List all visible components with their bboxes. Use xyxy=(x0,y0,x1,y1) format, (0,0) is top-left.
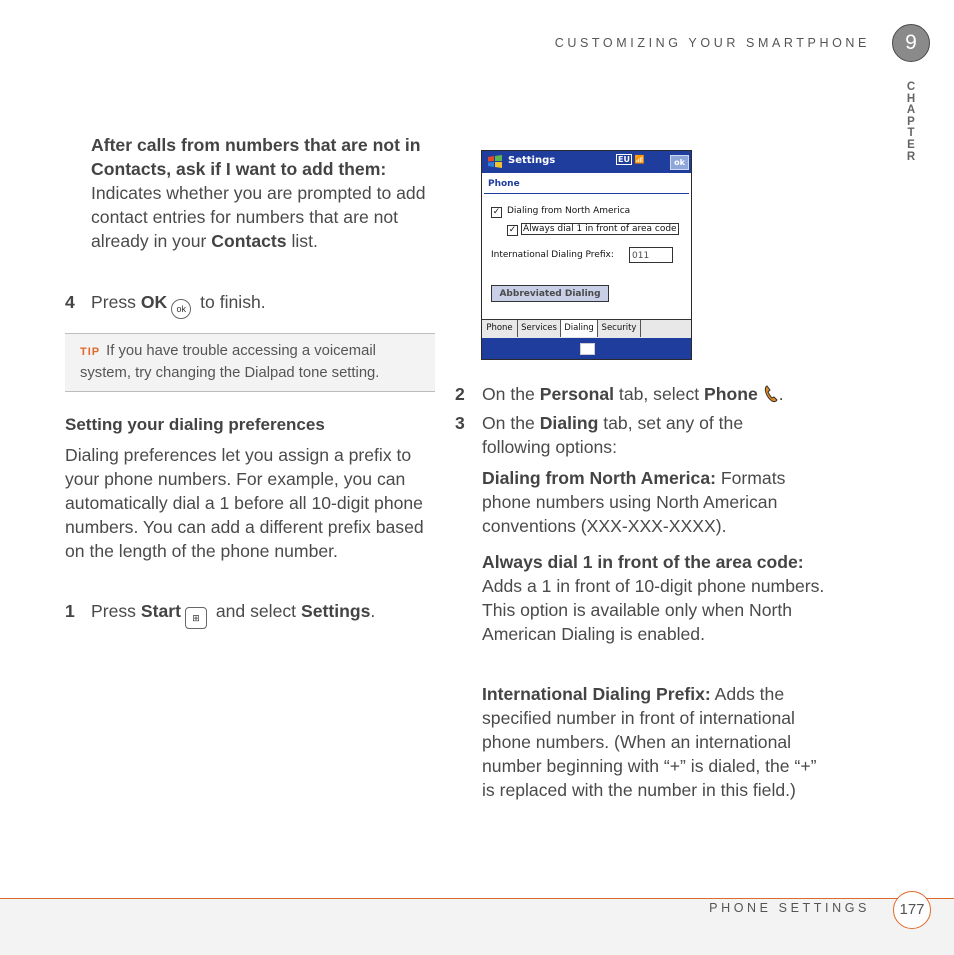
step-3-pre: On the xyxy=(482,413,540,433)
device-settings-screenshot xyxy=(481,150,692,360)
signal-icon: 📶 xyxy=(634,155,645,164)
always-dial-1-label: Always dial 1 in front of area code xyxy=(523,224,677,234)
windows-start-icon[interactable] xyxy=(487,154,503,169)
step-3-number: 3 xyxy=(455,413,465,433)
device-title: Settings xyxy=(508,155,556,166)
step-4-text xyxy=(91,290,436,319)
step-2-end: . xyxy=(778,384,784,404)
step-2-text xyxy=(482,382,822,406)
chapter-vertical-label: C H A P T E R xyxy=(906,81,916,163)
option-always-dial-1 xyxy=(482,550,827,646)
dialing-term: Dialing xyxy=(539,413,599,433)
step-3-text xyxy=(482,411,812,459)
device-ok-button[interactable]: ok xyxy=(670,155,689,170)
tab-phone[interactable]: Phone xyxy=(482,320,518,337)
device-divider xyxy=(484,193,689,194)
personal-term: Personal xyxy=(539,384,615,404)
abbreviated-dialing-button[interactable]: Abbreviated Dialing xyxy=(491,285,609,302)
step-1-mid: and select xyxy=(210,601,301,621)
step-3-post: tab, set any of the following options: xyxy=(482,413,744,457)
always-dial-1-checkbox[interactable]: ✓ xyxy=(508,225,517,235)
section-heading: Setting your dialing preferences xyxy=(65,415,325,434)
contacts-term: Contacts xyxy=(211,231,287,251)
step-2-number: 2 xyxy=(455,384,465,404)
ok-term: OK xyxy=(140,292,168,312)
eu-indicator: EU xyxy=(618,155,630,164)
device-menu-bar xyxy=(482,338,691,359)
running-header: CUSTOMIZING YOUR SMARTPHONE xyxy=(554,36,870,50)
option-north-america-title: Dialing from North America: xyxy=(482,468,716,488)
step-2-mid: tab, select xyxy=(614,384,705,404)
option-intl-prefix xyxy=(482,682,827,802)
chapter-number-badge: 9 xyxy=(892,24,930,62)
option-desc-end: list. xyxy=(286,231,318,251)
option-title: After calls from numbers that are not in Contacts, ask if I want to add them: xyxy=(91,135,421,179)
tip-body: If you have trouble accessing a voicemail system, try changing the Dialpad tone setting. xyxy=(80,343,380,381)
contacts-option-paragraph xyxy=(91,133,436,253)
intl-prefix-label: International Dialing Prefix: xyxy=(491,250,614,260)
phone-term: Phone xyxy=(704,384,758,404)
intl-prefix-input[interactable]: 011 xyxy=(629,247,673,263)
step-1-number: 1 xyxy=(65,601,75,621)
phone-handset-icon xyxy=(763,384,779,404)
step-1-end: . xyxy=(370,601,376,621)
start-term: Start xyxy=(140,601,181,621)
device-tab-bar xyxy=(482,319,691,338)
option-north-america-desc: Formats phone numbers using North American conventions (XXX-XXX-XXXX). xyxy=(482,468,786,536)
option-intl-prefix-desc: Adds the specified number in front of international phone numbers. (When an international number beginning with “+” is dialed, the “+” is replaced with the number in this field.) xyxy=(482,684,817,800)
device-section-title: Phone xyxy=(488,179,520,189)
step-1-text xyxy=(91,599,436,629)
keyboard-icon[interactable] xyxy=(580,343,595,355)
page-number-badge: 177 xyxy=(893,891,931,929)
option-always-dial-1-title: Always dial 1 in front of the area code: xyxy=(482,552,804,572)
tab-services[interactable]: Services xyxy=(518,320,561,337)
dialing-north-america-label: Dialing from North America xyxy=(507,206,631,216)
step-2-pre: On the xyxy=(482,384,540,404)
start-windows-icon: ⊞ xyxy=(185,607,207,629)
tab-dialing[interactable]: Dialing xyxy=(561,320,598,337)
tip-box xyxy=(65,333,435,392)
dialing-north-america-checkbox[interactable]: ✓ xyxy=(492,207,501,217)
option-desc: Indicates whether you are prompted to add contact entries for numbers that are not already in your xyxy=(91,183,426,251)
tip-label: TIP xyxy=(80,346,101,358)
step-4-post: to finish. xyxy=(195,292,266,312)
settings-term: Settings xyxy=(300,601,371,621)
step-4-pre: Press xyxy=(91,292,141,312)
option-always-dial-1-desc: Adds a 1 in front of 10-digit phone numbers. This option is available only when North American Dialing is enabled. xyxy=(482,576,825,644)
step-1-pre: Press xyxy=(91,601,141,621)
status-icons xyxy=(616,155,644,164)
step-4-number: 4 xyxy=(65,292,75,312)
tab-security[interactable]: Security xyxy=(598,320,641,337)
ok-button-icon: ok xyxy=(171,299,191,319)
section-body: Dialing preferences let you assign a prefix to your phone numbers. For example, you can automatically dial a 1 before all 10-digit phone numbers. You can add a different prefix based on the length of the phone number. xyxy=(65,445,424,561)
option-intl-prefix-title: International Dialing Prefix: xyxy=(482,684,711,704)
footer-section-title: PHONE SETTINGS xyxy=(709,901,870,915)
option-north-america xyxy=(482,466,822,538)
device-title-bar xyxy=(482,151,691,173)
tip-text xyxy=(80,341,430,384)
